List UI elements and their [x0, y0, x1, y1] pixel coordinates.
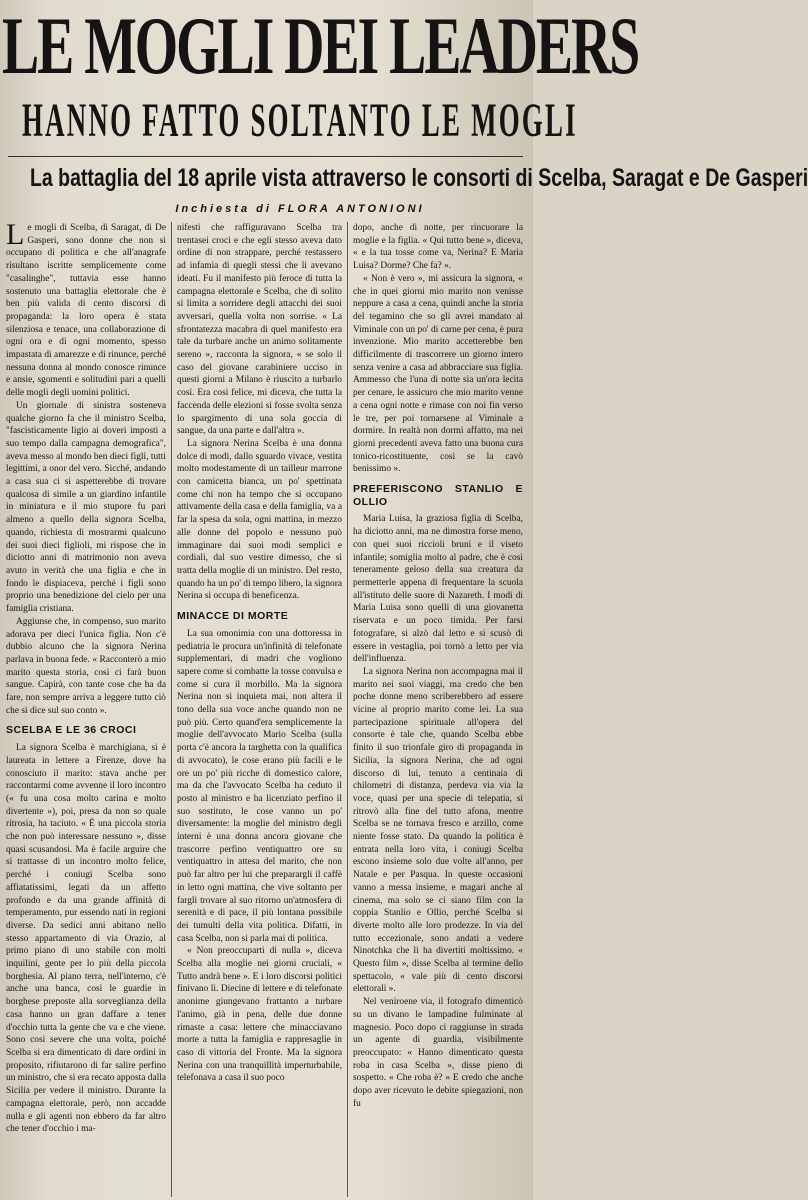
paragraph: Aggiunse che, in compenso, suo marito adorava per dieci l'unica figlia. Non c'è dubbio alcuno che la signora Nerina parlava in buona fede. « Racconterò a mio marito questa storia, così ci farà buon sangue. Capirà, con tante cose che ha da fare, non sempre arriva a leggere tutto ciò che si dice sul suo conto ».: [6, 616, 166, 716]
headline: LE MOGLI DEI LEADERS: [2, 0, 639, 91]
section-heading: SCELBA E LE 36 CROCI: [6, 724, 137, 737]
byline: Inchiesta di FLORA ANTONIONI: [175, 203, 425, 215]
paragraph: dopo, anche di notte, per rincuorare la moglie e la figlia. « Qui tutto bene », diceva, « e la tua tosse come va, Nerina? E Maria Luisa? Dorme? Che fa? ».: [353, 223, 523, 272]
column-2: [177, 222, 342, 1085]
column-1: [6, 218, 166, 1136]
paragraph: La signora Nerina non accompagna mai il marito nei suoi viaggi, ma credo che ben poche donne meno scriberebbero ad essere vicine al proprio marito come lei. La sua partecipazione spirituale all'opera del consorte è tale che, quando Scelba ebbe finito il suo trionfale giro di propaganda in Sicilia, la signora Nerina, che ad ogni discorso di lui, tenuto a centinaia di chilometri di distanza, perdeva via via la voce, quasi per una specie di telepatia, si ritrovò alla fine del tutto afona, mentre Scelba se ne tornava fresco e arzillo, come niente fosse stato. Da quando la politica è entrata nella loro vita, i coniugi Scelba escono insieme solo due volte all'anno, per Natale e per Pasqua. In queste occasioni vanno a messa insieme, e magari anche al cinema, ma solo se ci siano film con la coppia Stanlio e Ollio, perché Scelba si diverte molto alle loro prodezze. In via del tutto eccezionale, sono andati a vedere Ninotchka che li ha divertiti moltissimo. « Questo film », disse Scelba al termine dello spettacolo, « vale più di cento discorsi elettorali ».: [353, 666, 523, 995]
paragraph: « Non preoccuparti di nulla », diceva Scelba alla moglie nei giorni cruciali, « Tutto andrà bene ». E i loro discorsi politici finivano lì. Diecine di lettere e di telefonate anonime giungevano frattanto a turbare l'animo, già in pena, delle due donne rimaste a casa: lettere che minacciavano morte a tutta la famiglia e rappresaglie in caso di vittoria del Fronte. Ma la signora Nerina con una tranquillità imperturbabile, telefonava a casa il suo poco: [177, 946, 342, 1084]
paragraph: [6, 218, 166, 400]
paragraph: Un giornale di sinistra sosteneva qualche giorno fa che il ministro Scelba, "fascisticamente ligio ai doveri imposti a suo tempo dalla campagna demografica", aveva messo al mondo ben dieci figli, tutti legittimi, a onor del vero. Sicché, andando a casa sua ci si aspetterebbe di trovare qualcosa di simile a un giardino infantile in miniatura e il mio stupore fu pari almeno a quello della signora Scelba, quando, richiesta di mostrarmi qualcuno dei suoi dieci figlioli, mi rispose che in diciotto anni di matrimonio non aveva avuto in verità che una figlia e che in fondo le dispiaceva, perché i figli sono proprio una benedizione del cielo per una famiglia cristiana.: [6, 400, 166, 615]
paragraph: « Non è vero », mi assicura la signora, « che in quei giorni mio marito non venisse neppure a casa a cena, quindi anche la storia del tegamino che so gli avrei mandato al Viminale con un po' di carne per cena, è pura invenzione. Mio marito accetterebbe ben difficilmente di trascorrere un giorno intero senza venire a casa ad abbracciare sua figlia. Ammesso che l'una di notte sia un'ora lecita per cenare, le assicuro che mio marito venne a cena ogni notte e rimase con noi fin verso le tre, per poi tornarsene al Viminale a dormire. In realtà non dormì affatto, ma nei giorni precedenti aveva fatto una buona cura tonico-ricostituente, così se la cavò benissimo ».: [353, 273, 523, 475]
paragraph: nifesti che raffiguravano Scelba tra trentasei croci e che egli stesso aveva dato ordine di non strappare, perché restassero ad infamia di quegli stessi che li avevano ideati. Fu il manifesto più feroce di tutta la campagna elettorale e Scelba, che di solito si limita a sorridere degli attacchi dei suoi avversari, quella volta non sorrise. « La sfrontatezza macabra di quel manifesto era tale da turbare anche un animo solitamente sereno », racconta la signora, « se solo il caso del giovane carabiniere ucciso in questi giorni a Milano è riuscito a turbarlo così. Era così felice, mi diceva, che tutta la faccenda delle elezioni si fosse svolta senza lo spargimento di una sola goccia di sangue, da una parte e dall'altra ».: [177, 223, 342, 437]
section-heading: PREFERISCONO STANLIO E OLLIO: [353, 483, 523, 508]
paragraph: La signora Nerina Scelba è una donna dolce di modi, dallo sguardo vivace, vestita molto modestamente di un tailleur marrone con camicetta bianca, un po' spettinata come chi non ha tempo che si occupano attivamente della casa e della famiglia, va a far la spesa da sola, ogni mattina, in mezzo alle donne del popolo e nessuno può immaginare dai suoi modi semplici e cordiali, dal suo vestire dimesso, che si tratta della moglie di un ministro. Del resto, quando ha un po' di tempo libero, la signora Nerina si occupa di beneficenza.: [177, 438, 342, 602]
section-heading: MINACCE DI MORTE: [177, 610, 289, 623]
column-3: [353, 222, 523, 1111]
column-rule-1: [171, 222, 172, 1197]
paragraph: La signora Scelba è marchigiana, si è laureata in lettere a Firenze, dove ha conosciuto il marito: stava anche per raccontarmi come avvenne il loro incontro (« fu una cosa molto carina e molto divertente »), poi, presa da non so quale ritrosia, ha taciuto. « È una piccola storia che non può interessare nessuno », disse quasi scusandosi. Ma è facile arguire che si trattasse di un incontro molto felice, perché i coniugi Scelba sono affiatatissimi, legati da un affetto profondo e da una grande affinità di temperamento, pur essendo nati in regioni diverse. Da sedici anni abitano nello stesso appartamento di via Orazio, al primo piano di uno stabile con molti inquilini, gente per lo più della piccola borghesia. Al piano terra, nell'interno, c'è anche una banca, così le guardie in borghese preposte alla sorveglianza della casa hanno un gran daffare a tener d'occhio tutta la gente che va e che viene. Sono così severe che una volta, poiché Scelba si era dimenticato di dare ordini in proposito, rifiutarono di far salire perfino un ministro, che si era recato apposta dalla Sicilia per vedere il ministro. Durante la campagna elettorale, però, non accadde nulla e gli agenti non ebbero da far altro che tener d'occhio i ma-: [6, 743, 166, 1135]
paragraph-text: e mogli di Scelba, di Saragat, di De Gasperi, sono donne che non si occupano di politica e che all'anagrafe risultano iscritte semplicemente come "casalinghe", tuttavia esse hanno sostenuto una battaglia elettorale che è ben più valida di cento discorsi di propaganda: la loro opera è stata silenziosa e tenace, una collaborazione di ogni ora e di ogni momento, spesso impastata di amarezze e di rinunce, perché nessuna donna al mondo conosce rinunce e ansie, sgomenti e solitudini pari a quelli delle mogli degli uomini politici.: [6, 223, 166, 399]
paragraph: La sua omonimia con una dottoressa in pediatria le procura un'infinità di telefonate supplementari, di madri che vogliono sapere come si combatte la tosse convulsa e come si cura il morbillo. Ma la signora Nerina non si inquieta mai, non altera il tono della sua voce anche quando non ne può più. Certo quand'era semplicemente la moglie dell'avvocato Mario Scelba (sulla porta c'è ancora la targhetta con la qualifica di avvocato), le cose erano più facili e le ore un po' più ricche di domestico calore, ma da che l'avvocato Scelba ha ceduto il posto al ministro e ha licenziato perfino il suo sostituto, le cose vanno un po' diversamente: la moglie del ministro degli interni è una donna ancora giovane che trascorre perfino ventiquattro ore su ventiquattro in attesa del marito, che non può far altro per lui che preparargli il caffè in letto ogni mattina, che vive soltanto per fargli trovare al suo ritorno un'atmosfera di serenità e di pace, il più lontana possibile dei tumulti della vita politica. Difatti, in casa Scelba, non si parla mai di politica.: [177, 628, 342, 944]
paragraph: Nel veniroene via, il fotografo dimenticò su un divano le lampadine fulminate al magnesio. Poco dopo ci raggiunse in strada un agente di guardia, visibilmente preoccupato: « Hanno dimenticato questa roba in casa Scelba », disse pieno di sospetto. « Che roba è? » E credo che anche dopo aver ricevuto le debite spiegazioni, non fu: [353, 997, 523, 1109]
drop-cap: L: [6, 218, 25, 251]
paragraph: Maria Luisa, la graziosa figlia di Scelba, ha diciotto anni, ma ne dimostra forse meno, con quei suoi riccioli bruni e il viseto infantile; somiglia molto al padre, che è così teneramente geloso della sua creatura da permetterle appena di frequentare la scuola all'istituto delle suore di Nazareth. I modi di Maria Luisa sono quelli di una giovanetta riservata e un poco timida. Per farsi fotografare, si alzò dal letto e si scusò di essere in vestaglia, poi tornò a letto per via dell'influenza.: [353, 514, 523, 665]
deck: La battaglia del 18 aprile vista attraverso le consorti di Scelba, Saragat e De Gasperi: [30, 164, 808, 192]
header-rule: [8, 156, 523, 157]
column-rule-2: [347, 222, 348, 1197]
subheadline: HANNO FATTO SOLTANTO LE MOGLI: [22, 94, 578, 147]
